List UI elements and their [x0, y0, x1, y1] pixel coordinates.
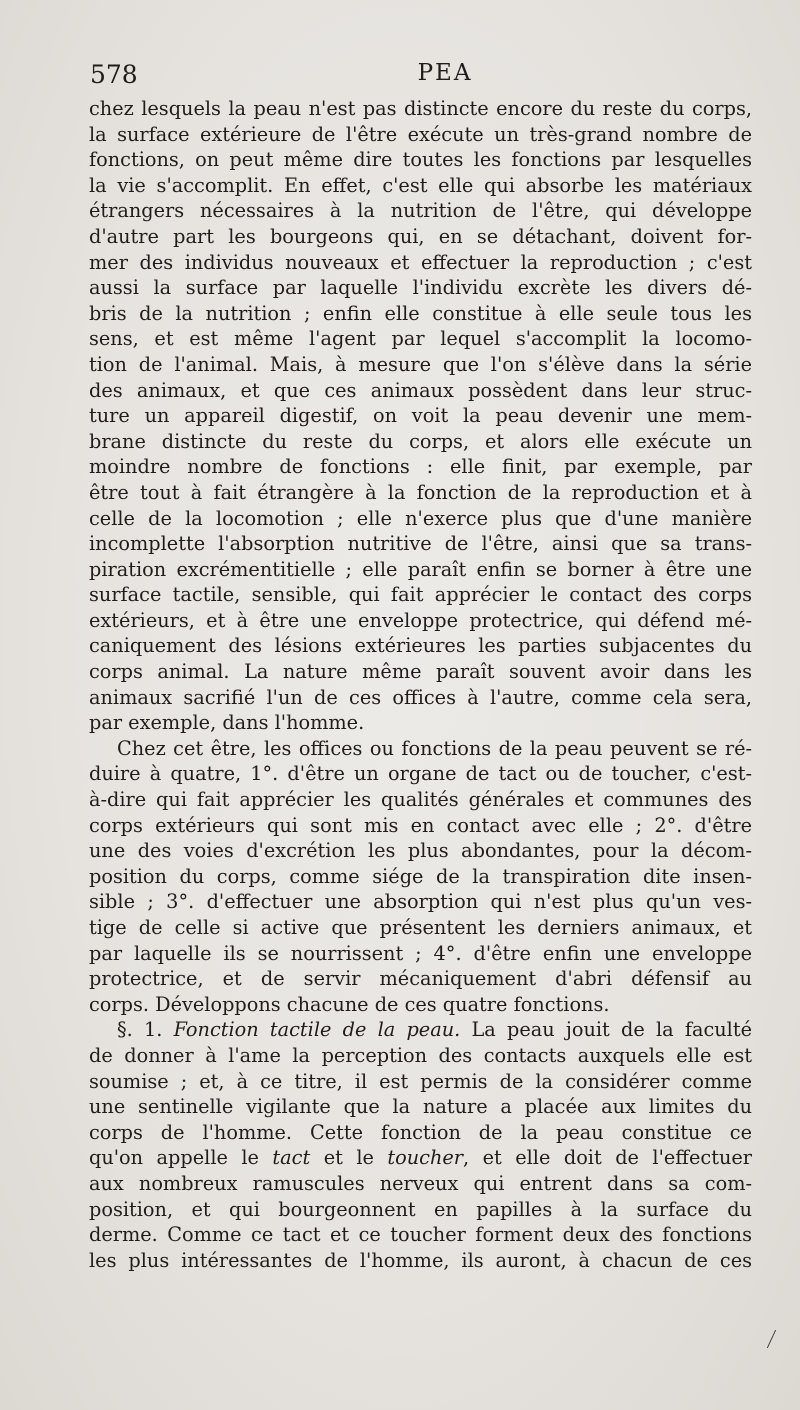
text-line: la surface extérieure de l'être exécute un très-grand nombre de: [89, 122, 752, 146]
text-line: position, et qui bourgeonnent en papilles à la surface du: [89, 1197, 752, 1221]
text-line: fonctions, on peut même dire toutes les fonctions par lesquelles: [89, 148, 752, 172]
text-line: sible ; 3°. d'effectuer une absorption qui n'est plus qu'un ves-: [89, 890, 752, 914]
text-line: étrangers nécessaires à la nutrition de l'être, qui développe: [89, 199, 752, 223]
running-title: PEA: [417, 60, 473, 86]
text-line: incomplette l'absorption nutritive de l'être, ainsi que sa trans-: [89, 532, 752, 556]
text-line: par exemple, dans l'homme.: [89, 711, 365, 735]
text-line: position du corps, comme siége de la transpiration dite insen-: [89, 864, 752, 888]
text-line: moindre nombre de fonctions : elle finit, par exemple, par: [89, 455, 752, 479]
text-line: corps. Développons chacune de ces quatre fonctions.: [89, 992, 610, 1016]
text-line: d'autre part les bourgeons qui, en se détachant, doivent for-: [89, 224, 752, 248]
text-line: duire à quatre, 1°. d'être un organe de tact ou de toucher, c'est-: [89, 762, 752, 786]
text-line: piration excrémentitielle ; elle paraît enfin se borner à être une: [89, 557, 752, 581]
text-line: des animaux, et que ces animaux possèdent dans leur struc-: [89, 378, 752, 402]
text-line: tige de celle si active que présentent les derniers animaux, et: [89, 916, 752, 939]
text-line: bris de la nutrition ; enfin elle constitue à elle seule tous les: [89, 301, 752, 325]
text-line: brane distincte du reste du corps, et alors elle exécute un: [89, 429, 752, 453]
text-line: derme. Comme ce tact et ce toucher forment deux des fonctions: [89, 1223, 752, 1247]
body-text: [89, 96, 752, 1273]
text-line: corps de l'homme. Cette fonction de la peau constitue ce: [89, 1120, 752, 1144]
text-line: corps extérieurs qui sont mis en contact avec elle ; 2°. d'être: [89, 813, 752, 837]
text-line: les plus intéressantes de l'homme, ils auront, à chacun de ces: [89, 1248, 752, 1272]
text-line: animaux sacrifié l'un de ces offices à l'autre, comme cela sera,: [89, 685, 752, 709]
text-line: une sentinelle vigilante que la nature a placée aux limites du: [89, 1095, 752, 1119]
text-line: à-dire qui fait apprécier les qualités générales et communes des: [89, 788, 752, 812]
text-line: corps animal. La nature même paraît souvent avoir dans les: [89, 660, 752, 684]
text-line: soumise ; et, à ce titre, il est permis de la considérer comme: [89, 1069, 752, 1093]
text-line: une des voies d'excrétion les plus abondantes, pour la décom-: [89, 839, 752, 863]
text-line: tion de l'animal. Mais, à mesure que l'on s'élève dans la série: [89, 352, 752, 376]
margin-pencil-mark: [767, 1330, 782, 1348]
page-number: 578: [90, 60, 138, 89]
text-line: par laquelle ils se nourrissent ; 4°. d'être enfin une enveloppe: [89, 941, 752, 965]
text-line: sens, et est même l'agent par lequel s'accomplit la locomo-: [89, 327, 752, 351]
text-line: aussi la surface par laquelle l'individu excrète les divers dé-: [89, 276, 752, 300]
text-line: être tout à fait étrangère à la fonction de la reproduction et à: [89, 480, 752, 504]
text-line: qu'on appelle le tact et le toucher, et elle doit de l'effectuer: [89, 1146, 752, 1170]
text-line: extérieurs, et à être une enveloppe protectrice, qui défend mé-: [89, 608, 752, 632]
text-line: aux nombreux ramuscules nerveux qui entrent dans sa com-: [89, 1171, 752, 1195]
text-line: caniquement des lésions extérieures les parties subjacentes du: [89, 634, 752, 658]
text-line: surface tactile, sensible, qui fait apprécier le contact des corps: [89, 583, 752, 607]
text-line: celle de la locomotion ; elle n'exerce plus que d'une manière: [89, 506, 752, 530]
page-header: [90, 60, 750, 94]
text-line: mer des individus nouveaux et effectuer la reproduction ; c'est: [89, 250, 752, 274]
text-line: protectrice, et de servir mécaniquement d'abri défensif au: [89, 967, 752, 991]
text-line: chez lesquels la peau n'est pas distincte encore du reste du corps,: [89, 97, 752, 120]
text-line: ture un appareil digestif, on voit la peau devenir une mem-: [89, 404, 752, 428]
text-line: la vie s'accomplit. En effet, c'est elle qui absorbe les matériaux: [89, 173, 752, 197]
text-line: de donner à l'ame la perception des contacts auxquels elle est: [89, 1043, 752, 1067]
section-heading-line: §. 1. Fonction tactile de la peau. La peau jouit de la faculté: [117, 1018, 752, 1042]
text-line: Chez cet être, les offices ou fonctions de la peau peuvent se ré-: [117, 736, 752, 760]
